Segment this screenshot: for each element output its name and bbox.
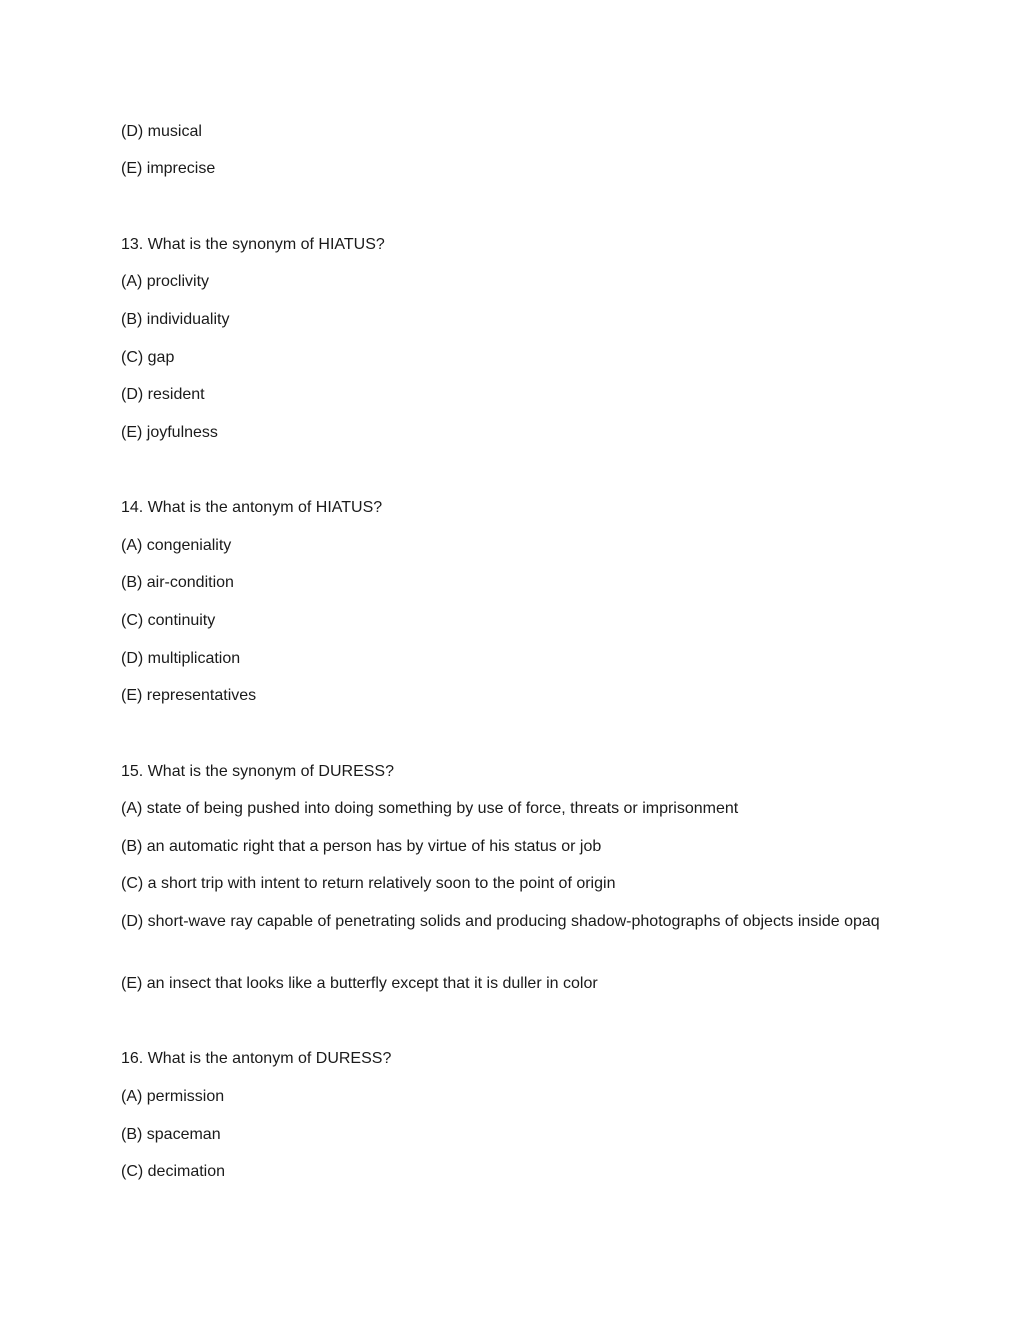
option-b-q15: (B) an automatic right that a person has by virtue of his status or job	[121, 838, 602, 855]
option-c-q14: (C) continuity	[121, 612, 216, 629]
option-b-q14: (B) air-condition	[121, 574, 234, 591]
question-15: 15. What is the synonym of DURESS?	[121, 763, 394, 780]
option-e-q12: (E) imprecise	[121, 160, 216, 177]
option-a-q16: (A) permission	[121, 1088, 225, 1105]
option-b-q16: (B) spaceman	[121, 1126, 221, 1143]
option-d-q15: (D) short-wave ray capable of penetrating solids and producing shadow-photographs of objects inside opaq	[121, 913, 880, 930]
option-c-q16: (C) decimation	[121, 1163, 226, 1180]
option-e-q13: (E) joyfulness	[121, 424, 218, 441]
question-16: 16. What is the antonym of DURESS?	[121, 1050, 392, 1067]
option-b-q13: (B) individuality	[121, 311, 230, 328]
option-d-q14: (D) multiplication	[121, 650, 241, 667]
option-a-q14: (A) congeniality	[121, 537, 232, 554]
option-e-q15: (E) an insect that looks like a butterfly except that it is duller in color	[121, 975, 598, 992]
question-13: 13. What is the synonym of HIATUS?	[121, 236, 385, 253]
option-a-q15: (A) state of being pushed into doing something by use of force, threats or imprisonment	[121, 800, 739, 817]
option-c-q15: (C) a short trip with intent to return relatively soon to the point of origin	[121, 875, 616, 892]
option-d-q13: (D) resident	[121, 386, 205, 403]
option-a-q13: (A) proclivity	[121, 273, 210, 290]
option-c-q13: (C) gap	[121, 349, 175, 366]
question-14: 14. What is the antonym of HIATUS?	[121, 499, 383, 516]
option-e-q14: (E) representatives	[121, 687, 257, 704]
option-d-q12: (D) musical	[121, 123, 202, 140]
